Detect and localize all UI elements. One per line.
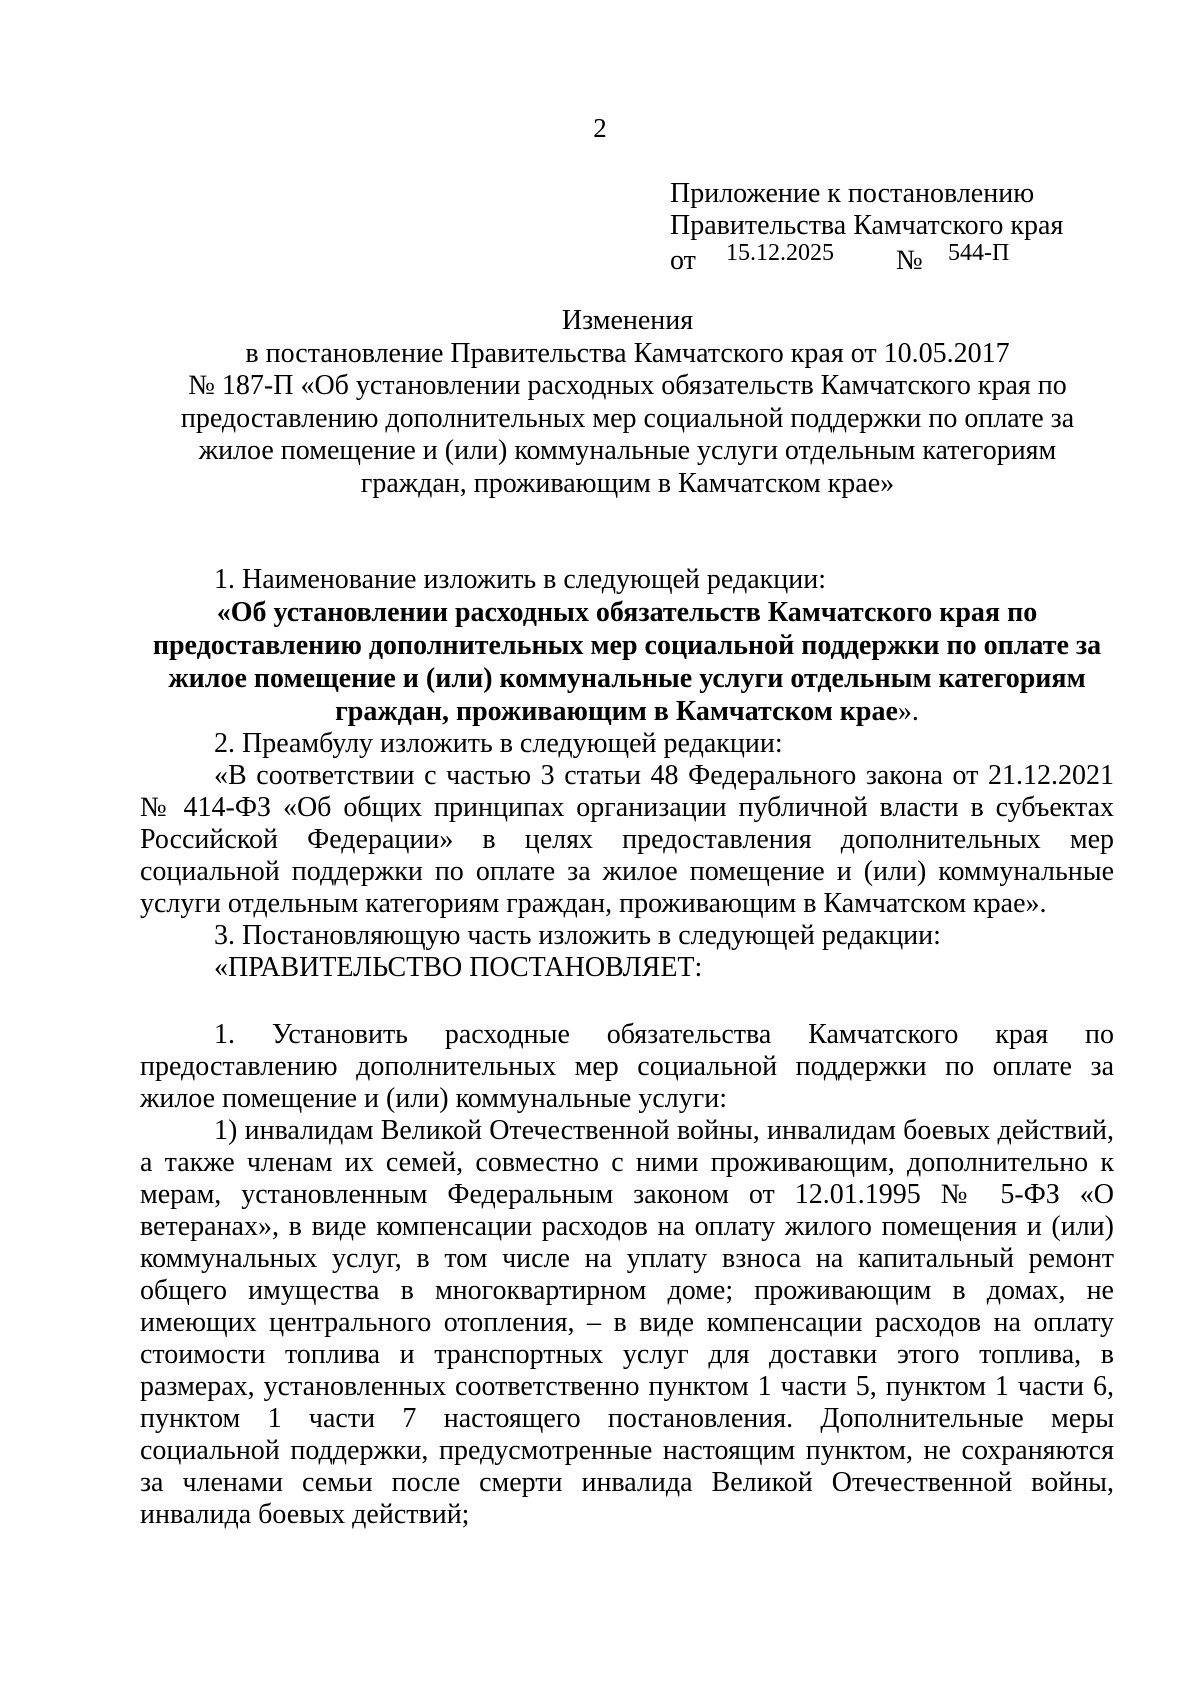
new-title-line-2: предоставлению дополнительных мер социальной поддержки по оплате за bbox=[152, 630, 1102, 661]
item-3: 3. Постановляющую часть изложить в следующей редакции: bbox=[214, 920, 941, 951]
new-title-line-3: жилое помещение и (или) коммунальные услуги отдельным категориям bbox=[168, 663, 1086, 694]
heading-title: Изменения bbox=[561, 305, 694, 336]
item-1: 1. Наименование изложить в следующей редакции: bbox=[214, 564, 826, 595]
page-number: 2 bbox=[593, 113, 607, 143]
heading-line-4: жилое помещение и (или) коммунальные услуги отдельным категориям bbox=[198, 435, 1057, 466]
number-sign: № bbox=[896, 245, 923, 276]
appendix-date-number bbox=[670, 242, 1150, 274]
appendix-block bbox=[670, 178, 1150, 274]
preamble-text: «В соответствии с частью 3 статьи 48 Федерального закона от 21.12.2021 № 414-ФЗ «Об общих принципах организации публичной власти в субъектах Российской Федерации» в целях предоставления дополнительных мер социальной поддержки по оплате за жилое помещение и (или) коммунальные услуги отдельным категориям граждан, проживающим в Камчатском крае». bbox=[140, 760, 1114, 919]
clause-1-subitem-1: 1) инвалидам Великой Отечественной войны, инвалидам боевых действий, а также членам их семей, совместно с ними проживающим, дополнительно к мерам, установленным Федеральным законом от 12.01.1995 № 5-ФЗ «О ветеранах», в виде компенсации расходов на оплату жилого помещения и (или) коммунальных услуг, в том числе на уплату взноса на капитальный ремонт общего имущества в многоквартирном доме; проживающим в домах, не имеющих центрального отопления, – в виде компенсации расходов на оплату стоимости топлива и транспортных услуг для доставки этого топлива, в размерах, установленных соответственно пунктом 1 части 5, пунктом 1 части 6, пунктом 1 части 7 настоящего постановления. Дополнительные меры социальной поддержки, предусмотренные настоящим пунктом, не сохраняются за членами семьи после смерти инвалида Великой Отечественной войны, инвалида боевых действий; bbox=[140, 1115, 1114, 1530]
changes-heading bbox=[140, 305, 1115, 500]
heading-line-5: граждан, проживающим в Камчатском крае» bbox=[360, 467, 895, 499]
appendix-line-2: Правительства Камчатского края bbox=[670, 210, 1064, 241]
item-2: 2. Преамбулу изложить в следующей редакции: bbox=[214, 728, 783, 759]
appendix-line-1: Приложение к постановлению bbox=[670, 178, 1035, 209]
heading-line-2: № 187-П «Об установлении расходных обязательств Камчатского края по bbox=[188, 370, 1067, 401]
clause-1: 1. Установить расходные обязательства Камчатского края по предоставлению дополнительных мер социальной поддержки по оплате за жилое помещение и (или) коммунальные услуги: bbox=[140, 1019, 1114, 1114]
new-title-line-4 bbox=[140, 695, 1114, 728]
new-title-line-1: «Об установлении расходных обязательств Камчатского края по bbox=[216, 597, 1038, 628]
document-number: 544-П bbox=[948, 240, 1010, 266]
document-date: 15.12.2025 bbox=[726, 240, 834, 266]
from-label: от bbox=[670, 245, 696, 276]
resolves-heading: «ПРАВИТЕЛЬСТВО ПОСТАНОВЛЯЕТ: bbox=[214, 952, 703, 983]
heading-line-3: предоставлению дополнительных мер социальной поддержки по оплате за bbox=[180, 402, 1075, 434]
new-title-end: ». bbox=[897, 696, 919, 727]
spacer bbox=[140, 984, 1114, 1019]
document-body bbox=[140, 564, 1114, 1531]
new-title bbox=[140, 596, 1114, 728]
new-title-line-4-text: граждан, проживающим в Камчатском крае bbox=[335, 696, 898, 727]
heading-line-1: в постановление Правительства Камчатского края от 10.05.2017 bbox=[245, 337, 1010, 369]
